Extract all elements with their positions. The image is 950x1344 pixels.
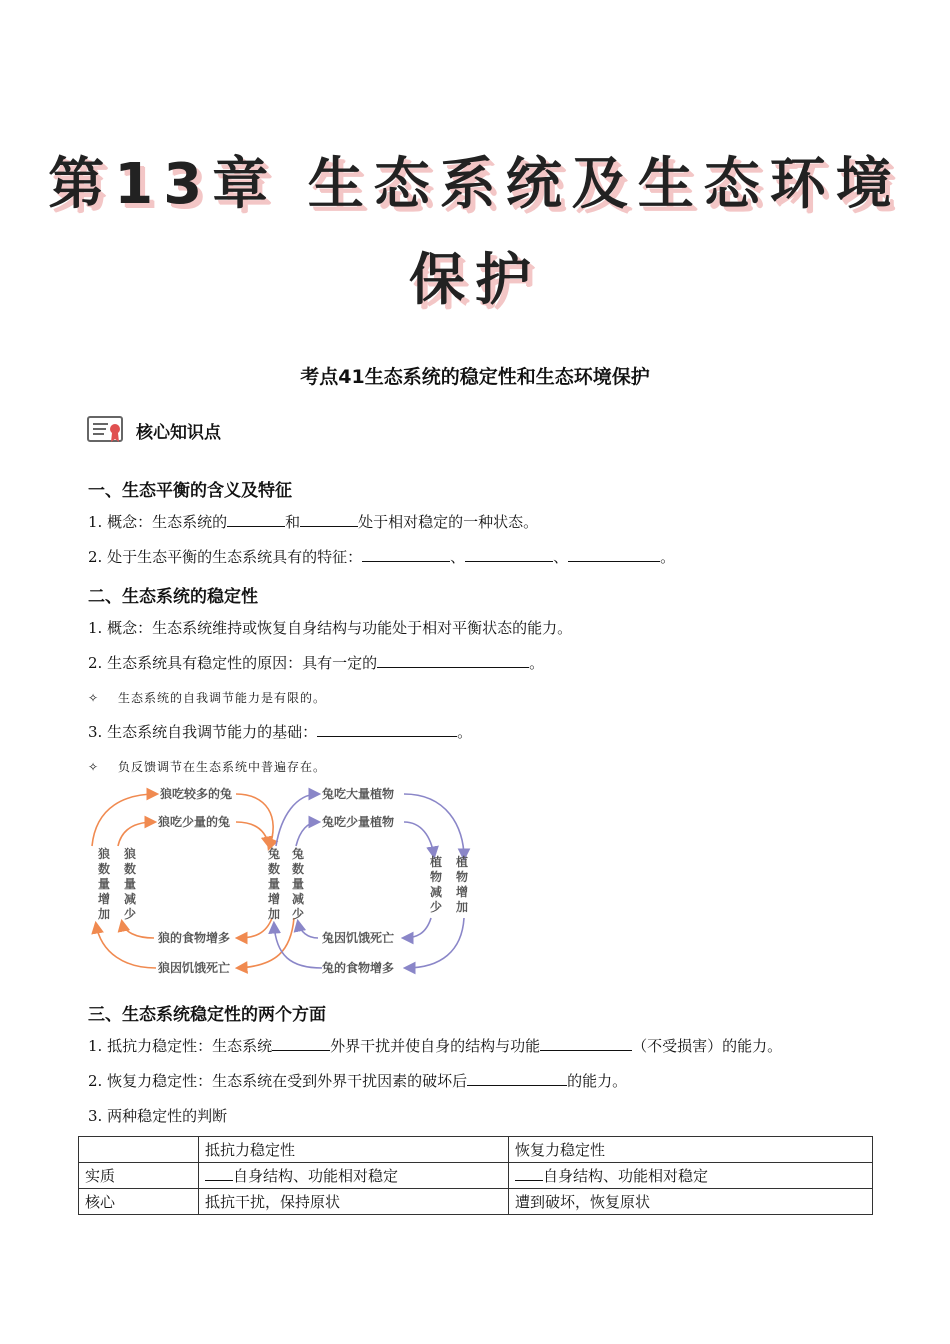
fill-blank[interactable]: [317, 723, 457, 737]
label-rabbit-eat-many-plants: 兔吃大量植物: [322, 787, 395, 801]
label-plant-decrease: 植物减少: [430, 855, 443, 914]
rabbit-inner-arrow-bottom: [404, 918, 431, 938]
label-wolf-starve: 狼因饥饿死亡: [158, 961, 231, 975]
topic-title: 考点41生态系统的稳定性和生态环境保护: [300, 366, 650, 388]
label-wolf-count-increase: 狼数量增加: [98, 847, 111, 921]
s2-line1: 1. 概念：生态系统维持或恢复自身结构与功能处于相对平衡状态的能力。: [88, 619, 573, 637]
rabbit-inner-arrow-right: [404, 822, 434, 856]
wolf-outer-arrow-bottom: [238, 918, 294, 968]
fill-blank[interactable]: [227, 513, 285, 527]
table-cell: 自身结构、功能相对稳定: [509, 1163, 873, 1189]
feedback-loop-diagram: [86, 776, 486, 986]
table-header-cell: 恢复力稳定性: [509, 1137, 873, 1163]
s1-line2: 2. 处于生态平衡的生态系统具有的特征： 、 、 。: [88, 548, 676, 566]
table-header-row: [79, 1137, 873, 1163]
chapter-title-line1: 第13章 生态系统及生态环境: [48, 152, 902, 217]
section-1-heading: 一、生态平衡的含义及特征: [88, 481, 292, 501]
rabbit-inner-arrow-top: [296, 822, 318, 846]
table-row: [79, 1189, 873, 1215]
s2-line3: 3. 生态系统自我调节能力的基础： 。: [88, 723, 473, 741]
sparkle-icon: ✧: [88, 760, 100, 774]
fill-blank[interactable]: [205, 1167, 233, 1181]
s1-line1: 1. 概念：生态系统的 和 处于相对稳定的一种状态。: [88, 513, 539, 531]
s3-line2: 2. 恢复力稳定性：生态系统在受到外界干扰因素的破坏后 的能力。: [88, 1072, 628, 1090]
fill-blank[interactable]: [540, 1037, 632, 1051]
wolf-inner-arrow-right: [236, 822, 269, 846]
s2-note1: ✧ 生态系统的自我调节能力是有限的。: [88, 691, 327, 705]
table-header-cell: [79, 1137, 199, 1163]
table-cell: 抵抗干扰，保持原状: [199, 1189, 509, 1215]
s2-line2: 2. 生态系统具有稳定性的原因：具有一定的 。: [88, 654, 545, 672]
label-rabbit-food-increase: 兔的食物增多: [322, 961, 395, 975]
rabbit-inner-arrow-left: [298, 922, 318, 938]
rabbit-outer-arrow-left: [274, 924, 322, 968]
table-row: [79, 1163, 873, 1189]
table-header-cell: 抵抗力稳定性: [199, 1137, 509, 1163]
label-rabbit-count-decrease: 兔数量减少: [292, 847, 305, 921]
label-plant-increase: 植物增加: [456, 855, 469, 914]
rabbit-outer-arrow-bottom: [406, 918, 464, 968]
label-wolf-food-increase: 狼的食物增多: [158, 931, 231, 945]
sparkle-icon: ✧: [88, 691, 100, 705]
fill-blank[interactable]: [272, 1037, 330, 1051]
fill-blank[interactable]: [465, 548, 553, 562]
wolf-inner-arrow-bottom: [238, 918, 272, 938]
stability-comparison-table: [78, 1136, 873, 1215]
label-wolf-count-decrease: 狼数量减少: [124, 847, 137, 921]
rabbit-outer-arrow-top: [276, 794, 318, 846]
section-3-heading: 三、生态系统稳定性的两个方面: [88, 1005, 326, 1025]
fill-blank[interactable]: [377, 654, 529, 668]
fill-blank[interactable]: [467, 1072, 567, 1086]
core-knowledge-header: [86, 414, 221, 446]
fill-blank[interactable]: [515, 1167, 543, 1181]
s2-note2: ✧ 负反馈调节在生态系统中普遍存在。: [88, 760, 327, 774]
label-wolf-eat-less-rabbit: 狼吃少量的兔: [158, 815, 231, 829]
label-wolf-eat-more-rabbit: 狼吃较多的兔: [160, 787, 233, 801]
wolf-inner-arrow-left: [122, 922, 154, 938]
label-rabbit-count-increase: 兔数量增加: [268, 847, 281, 921]
table-cell: 自身结构、功能相对稳定: [199, 1163, 509, 1189]
core-knowledge-label: 核心知识点: [136, 422, 221, 443]
section-2-heading: 二、生态系统的稳定性: [88, 587, 258, 607]
row-label: 核心: [79, 1189, 199, 1215]
s3-line3: 3. 两种稳定性的判断: [88, 1107, 228, 1125]
wolf-inner-arrow-top: [118, 822, 154, 846]
certificate-icon: [86, 414, 126, 446]
rabbit-outer-arrow-right: [404, 794, 464, 858]
s3-line1: 1. 抵抗力稳定性：生态系统 外界干扰并使自身的结构与功能 （不受损害）的能力。: [88, 1037, 783, 1055]
fill-blank[interactable]: [568, 548, 660, 562]
fill-blank[interactable]: [362, 548, 450, 562]
table-cell: 遭到破坏，恢复原状: [509, 1189, 873, 1215]
row-label: 实质: [79, 1163, 199, 1189]
wolf-outer-arrow-top: [92, 794, 156, 846]
chapter-title-line2: 保护: [409, 248, 541, 313]
fill-blank[interactable]: [300, 513, 358, 527]
label-rabbit-eat-few-plants: 兔吃少量植物: [322, 815, 395, 829]
label-rabbit-starve: 兔因饥饿死亡: [322, 931, 395, 945]
